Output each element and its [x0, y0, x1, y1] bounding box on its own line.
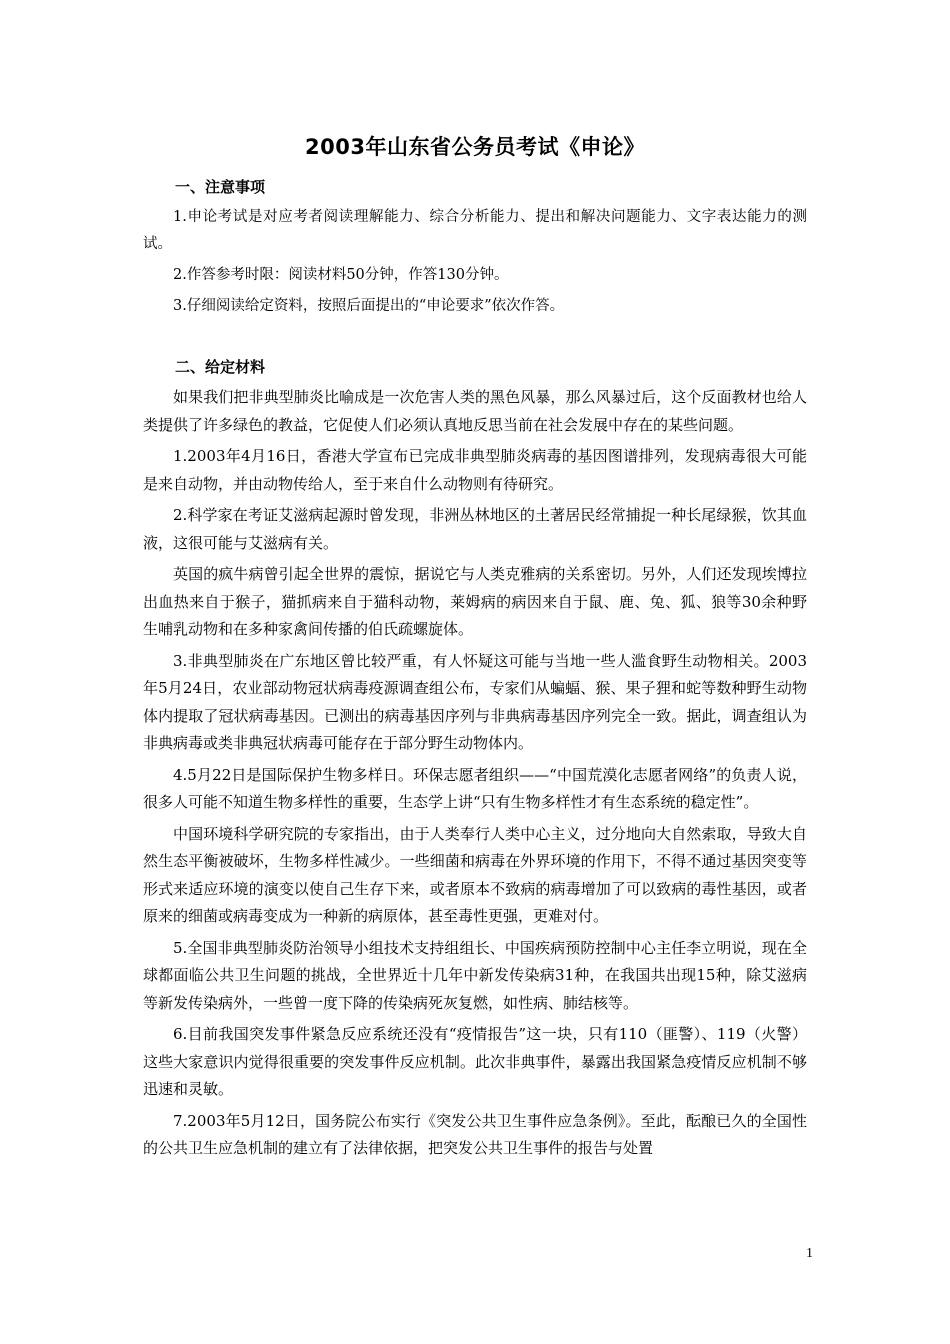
- material-paragraph: 7.2003年5月12日，国务院公布实行《突发公共卫生事件应急条例》。至此，酝酿已久的全国性的公共卫生应急机制的建立有了法律依据，把突发公共卫生事件的报告与处置: [143, 1111, 807, 1157]
- document-body: [143, 176, 807, 1167]
- notice-item: 2.作答参考时限：阅读材料50分钟，作答130分钟。: [173, 267, 509, 283]
- material-paragraph: 如果我们把非典型肺炎比喻成是一次危害人类的黑色风暴，那么风暴过后，这个反面教材也给人类提供了许多绿色的教益，它促使人们必须认真地反思当前在社会发展中存在的某些问题。: [143, 388, 807, 434]
- section-heading-materials: 二、给定材料: [175, 358, 266, 376]
- notice-item: 1.申论考试是对应考者阅读理解能力、综合分析能力、提出和解决问题能力、文字表达能力的测试。: [143, 209, 807, 252]
- section-heading-notice: 一、注意事项: [175, 178, 266, 196]
- material-paragraph: 2.科学家在考证艾滋病起源时曾发现，非洲丛林地区的土著居民经常捕捉一种长尾绿猴，饮其血液，这很可能与艾滋病有关。: [143, 506, 807, 552]
- notice-item: 3.仔细阅读给定资料，按照后面提出的“申论要求”依次作答。: [173, 298, 565, 314]
- material-paragraph: 中国环境科学研究院的专家指出，由于人类奉行人类中心主义，过分地向大自然索取，导致大自然生态平衡被破坏，生物多样性减少。一些细菌和病毒在外界环境的作用下，不得不通过基因突变等形式来适应环境的演变以使自己生存下来，或者原本不致病的病毒增加了可以致病的毒性基因，或者原来的细菌或病毒变成为一种新的病原体，甚至毒性更强，更难对付。: [143, 824, 807, 925]
- material-paragraph: 1.2003年4月16日，香港大学宣布已完成非典型肺炎病毒的基因图谱排列，发现病毒很大可能是来自动物，并由动物传给人，至于来自什么动物则有待研究。: [143, 447, 807, 493]
- material-paragraph: 英国的疯牛病曾引起全世界的震惊，据说它与人类克雅病的关系密切。另外，人们还发现埃博拉出血热来自于猴子，猫抓病来自于猫科动物，莱姆病的病因来自于鼠、鹿、兔、狐、狼等30余种野生哺乳动物和在多种家禽间传播的伯氏疏螺旋体。: [143, 565, 807, 638]
- document-title: 2003年山东省公务员考试《申论》: [305, 135, 645, 159]
- material-paragraph: 5.全国非典型肺炎防治领导小组技术支持组组长、中国疾病预防控制中心主任李立明说，现在全球都面临公共卫生问题的挑战，全世界近十几年中新发传染病31种，在我国共出现15种，除艾滋病等新发传染病外，一些曾一度下降的传染病死灰复燃，如性病、肺结核等。: [143, 938, 807, 1012]
- material-paragraph: 4.5月22日是国际保护生物多样日。环保志愿者组织——“中国荒漠化志愿者网络”的负责人说，很多人可能不知道生物多样性的重要，生态学上讲“只有生物多样性才有生态系统的稳定性”。: [143, 765, 807, 811]
- page-number: 1: [806, 1246, 813, 1261]
- material-paragraph: 6.目前我国突发事件紧急反应系统还没有“疫情报告”这一块，只有110（匪警）、119（火警）这些大家意识内觉得很重要的突发事件反应机制。此次非典事件，暴露出我国紧急疫情反应机制不够迅速和灵敏。: [143, 1025, 807, 1098]
- material-paragraph: 3.非典型肺炎在广东地区曾比较严重，有人怀疑这可能与当地一些人滥食野生动物相关。2003年5月24日，农业部动物冠状病毒疫源调查组公布，专家们从蝙蝠、猴、果子狸和蛇等数种野生动物体内提取了冠状病毒基因。已测出的病毒基因序列与非典病毒基因序列完全一致。据此，调查组认为非典病毒或类非典冠状病毒可能存在于部分野生动物体内。: [143, 651, 807, 752]
